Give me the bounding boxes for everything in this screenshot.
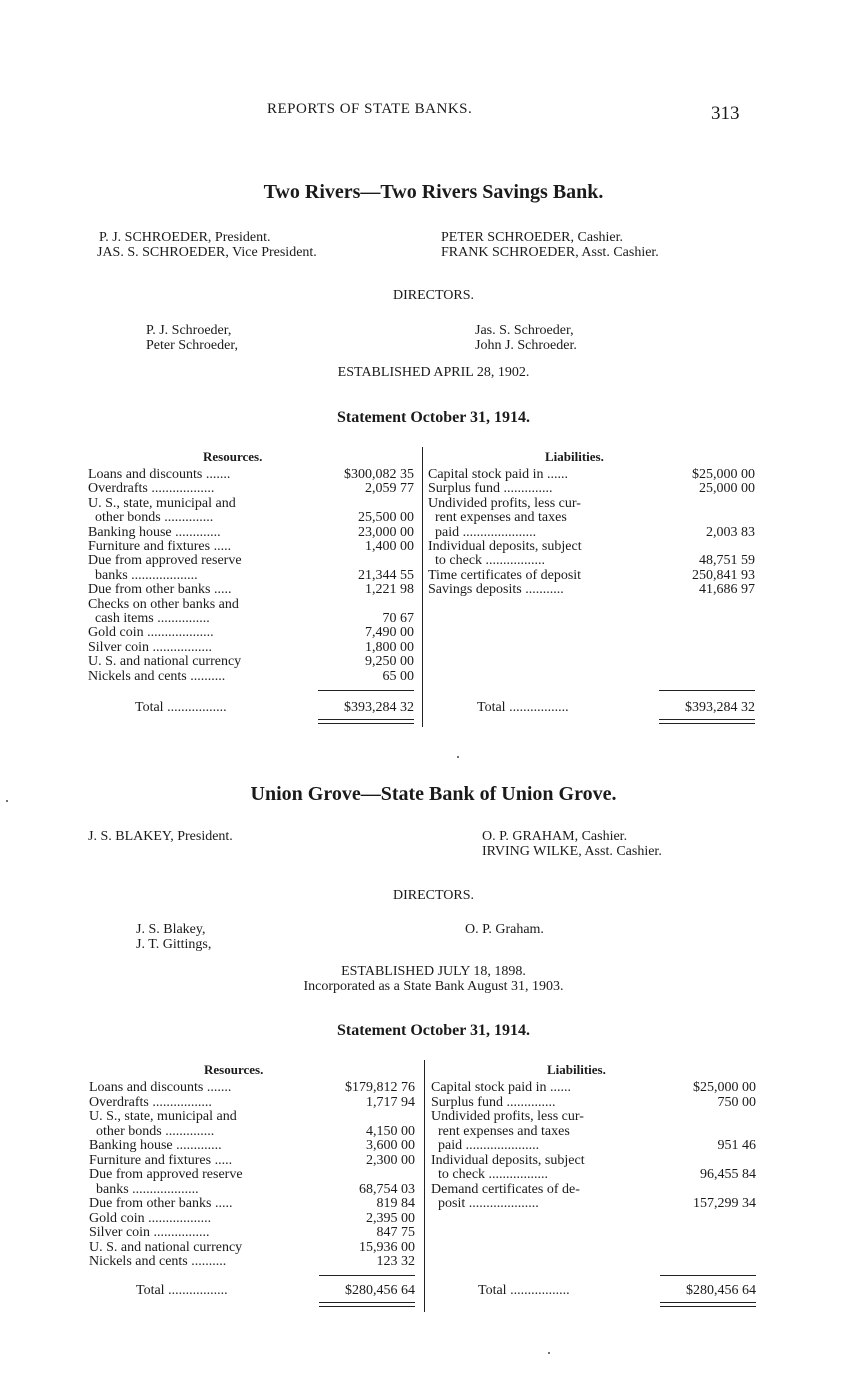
double-rule bbox=[660, 1302, 756, 1303]
total-rule bbox=[659, 690, 755, 691]
ledger-item-label: Gold coin .................. bbox=[89, 1210, 212, 1226]
officer-president: J. S. BLAKEY, President. bbox=[88, 829, 233, 844]
ledger-item-label: Surplus fund .............. bbox=[431, 1094, 556, 1110]
page-number: 313 bbox=[711, 103, 740, 124]
ledger-row bbox=[428, 583, 755, 597]
total-rule bbox=[319, 1275, 415, 1276]
ledger-item-amount: 1,221 98 bbox=[365, 582, 414, 598]
ledger-row bbox=[88, 540, 414, 554]
ledger-row bbox=[88, 641, 414, 655]
running-title: REPORTS OF STATE BANKS. bbox=[267, 101, 473, 117]
director: Jas. S. Schroeder, bbox=[475, 323, 574, 338]
ledger-row bbox=[89, 1241, 415, 1256]
ledger-item-label: rent expenses and taxes bbox=[431, 1123, 570, 1139]
ledger-item-amount: 250,841 93 bbox=[692, 567, 755, 583]
ledger-item-label: U. S. and national currency bbox=[89, 1239, 243, 1255]
ledger-row bbox=[89, 1255, 415, 1270]
print-speck bbox=[457, 756, 459, 758]
director: O. P. Graham. bbox=[465, 922, 544, 937]
ledger-item-amount: $25,000 00 bbox=[692, 467, 755, 482]
ledger-row bbox=[89, 1168, 415, 1183]
directors-heading: DIRECTORS. bbox=[392, 288, 475, 303]
ledger-row bbox=[431, 1154, 756, 1169]
double-rule bbox=[659, 723, 755, 724]
ledger-item-label: Surplus fund .............. bbox=[428, 481, 553, 497]
ledger-row bbox=[89, 1125, 415, 1140]
ledger-item-label: Banking house ............. bbox=[88, 524, 221, 540]
liabilities-total: $280,456 64 bbox=[686, 1283, 756, 1298]
total-label: Total ................. bbox=[135, 700, 227, 715]
ledger-row bbox=[428, 482, 755, 496]
liabilities-heading: Liabilities. bbox=[547, 1062, 606, 1077]
double-rule bbox=[319, 1306, 415, 1307]
double-rule bbox=[318, 719, 414, 720]
ledger-item-label: Savings deposits ........... bbox=[428, 582, 564, 598]
ledger-item-label: Due from other banks ..... bbox=[88, 582, 232, 598]
ledger-item-amount: 48,751 59 bbox=[699, 553, 755, 569]
ledger-item-amount: 15,936 00 bbox=[359, 1239, 415, 1255]
director: J. S. Blakey, bbox=[136, 922, 206, 937]
ledger-row bbox=[431, 1081, 756, 1096]
ledger-item-label: Due from approved reserve bbox=[89, 1167, 243, 1182]
established-date: ESTABLISHED JULY 18, 1898. bbox=[341, 964, 526, 979]
ledger-row bbox=[88, 569, 414, 583]
ledger-item-amount: $25,000 00 bbox=[693, 1080, 756, 1095]
ledger-item-amount: 4,150 00 bbox=[366, 1123, 415, 1139]
ledger-item-label: Loans and discounts ....... bbox=[88, 467, 231, 482]
ledger-row bbox=[88, 482, 414, 496]
total-label: Total ................. bbox=[477, 700, 569, 715]
ledger-item-label: banks ................... bbox=[88, 567, 198, 583]
ledger-row bbox=[89, 1212, 415, 1227]
resources-total: $280,456 64 bbox=[345, 1283, 415, 1298]
ledger-item-label: other bonds .............. bbox=[88, 510, 214, 526]
ledger-item-label: Banking house ............. bbox=[89, 1138, 222, 1153]
ledger-row bbox=[88, 655, 414, 669]
ledger-item-amount: 847 75 bbox=[376, 1225, 415, 1240]
ledger-item-label: Overdrafts ................. bbox=[89, 1094, 212, 1110]
ledger-item-label: Silver coin ................. bbox=[88, 639, 213, 655]
ledger-item-amount: 2,395 00 bbox=[366, 1210, 415, 1226]
ledger-row bbox=[88, 612, 414, 626]
ledger-item-label: U. S., state, municipal and bbox=[88, 495, 236, 511]
ledger-item-label: Silver coin ................ bbox=[89, 1225, 210, 1240]
ledger-item-label: Furniture and fixtures ..... bbox=[88, 539, 232, 554]
ledger-row bbox=[431, 1110, 756, 1125]
director: P. J. Schroeder, bbox=[146, 323, 232, 338]
ledger-item-amount: $179,812 76 bbox=[345, 1080, 415, 1095]
ledger-row bbox=[89, 1139, 415, 1154]
ledger-item-label: Overdrafts .................. bbox=[88, 481, 215, 497]
total-label: Total ................. bbox=[478, 1283, 570, 1298]
column-divider bbox=[422, 447, 423, 727]
ledger-row bbox=[88, 497, 414, 511]
ledger-row bbox=[89, 1183, 415, 1198]
total-label: Total ................. bbox=[136, 1283, 228, 1298]
ledger-row bbox=[428, 497, 755, 511]
ledger-row bbox=[89, 1096, 415, 1111]
double-rule bbox=[319, 1302, 415, 1303]
ledger-item-amount: 1,717 94 bbox=[366, 1094, 415, 1110]
incorporated-date: Incorporated as a State Bank August 31, 1903. bbox=[303, 979, 564, 994]
ledger-item-amount: 1,400 00 bbox=[365, 539, 414, 554]
ledger-item-label: Due from approved reserve bbox=[88, 553, 242, 569]
statement-heading: Statement October 31, 1914. bbox=[337, 409, 530, 426]
liabilities-total: $393,284 32 bbox=[685, 700, 755, 715]
ledger-row bbox=[88, 468, 414, 482]
ledger-item-amount: 951 46 bbox=[717, 1138, 756, 1153]
ledger-item-amount: 23,000 00 bbox=[358, 524, 414, 540]
ledger-row bbox=[89, 1110, 415, 1125]
ledger-item-amount: 2,300 00 bbox=[366, 1152, 415, 1168]
ledger-row bbox=[88, 670, 414, 684]
ledger-row bbox=[88, 526, 414, 540]
ledger-item-amount: 2,059 77 bbox=[365, 481, 414, 497]
director: Peter Schroeder, bbox=[146, 338, 238, 353]
ledger-row bbox=[431, 1096, 756, 1111]
ledger-item-amount: 68,754 03 bbox=[359, 1181, 415, 1197]
print-speck bbox=[6, 800, 8, 802]
ledger-row bbox=[428, 554, 755, 568]
double-rule bbox=[318, 723, 414, 724]
liabilities-heading: Liabilities. bbox=[545, 449, 604, 464]
bank-title: Two Rivers—Two Rivers Savings Bank. bbox=[263, 181, 604, 203]
ledger-row bbox=[428, 569, 755, 583]
ledger-row bbox=[431, 1125, 756, 1140]
ledger-item-label: U. S. and national currency bbox=[88, 654, 242, 670]
ledger-row bbox=[89, 1154, 415, 1169]
ledger-item-label: Gold coin ................... bbox=[88, 625, 214, 641]
ledger-row bbox=[89, 1226, 415, 1241]
ledger-item-label: Individual deposits, subject bbox=[428, 539, 582, 554]
ledger-row bbox=[431, 1139, 756, 1154]
ledger-row bbox=[428, 468, 755, 482]
ledger-item-amount: 123 32 bbox=[376, 1254, 415, 1269]
ledger-row bbox=[428, 526, 755, 540]
officer-asst-cashier: FRANK SCHROEDER, Asst. Cashier. bbox=[441, 245, 659, 260]
double-rule bbox=[659, 719, 755, 720]
ledger-item-label: Capital stock paid in ...... bbox=[431, 1080, 571, 1095]
ledger-item-amount: 9,250 00 bbox=[365, 654, 414, 670]
ledger-item-label: cash items ............... bbox=[88, 611, 210, 626]
ledger-item-amount: 157,299 34 bbox=[693, 1196, 756, 1211]
ledger-item-amount: 819 84 bbox=[376, 1196, 415, 1211]
resources-total: $393,284 32 bbox=[344, 700, 414, 715]
ledger-item-amount: 7,490 00 bbox=[365, 625, 414, 641]
ledger-row bbox=[88, 511, 414, 525]
ledger-item-label: Demand certificates of de- bbox=[431, 1181, 580, 1197]
ledger-item-label: Capital stock paid in ...... bbox=[428, 467, 568, 482]
ledger-item-amount: 1,800 00 bbox=[365, 639, 414, 655]
ledger-item-amount: $300,082 35 bbox=[344, 467, 414, 482]
officer-vice-president: JAS. S. SCHROEDER, Vice President. bbox=[97, 245, 317, 260]
ledger-row bbox=[89, 1081, 415, 1096]
ledger-item-label: posit .................... bbox=[431, 1196, 539, 1211]
total-rule bbox=[318, 690, 414, 691]
established-date: ESTABLISHED APRIL 28, 1902. bbox=[337, 365, 530, 380]
ledger-row bbox=[428, 540, 755, 554]
ledger-item-label: Time certificates of deposit bbox=[428, 567, 582, 583]
ledger-item-label: Due from other banks ..... bbox=[89, 1196, 233, 1211]
ledger-row bbox=[428, 511, 755, 525]
ledger-row bbox=[88, 583, 414, 597]
ledger-row bbox=[88, 554, 414, 568]
ledger-item-label: U. S., state, municipal and bbox=[89, 1109, 237, 1124]
directors-heading: DIRECTORS. bbox=[392, 888, 475, 903]
ledger-item-amount: 750 00 bbox=[717, 1094, 756, 1110]
ledger-item-label: to check ................. bbox=[431, 1167, 549, 1182]
ledger-item-label: paid ..................... bbox=[431, 1138, 540, 1153]
double-rule bbox=[660, 1306, 756, 1307]
ledger-row bbox=[431, 1168, 756, 1183]
ledger-item-label: Checks on other banks and bbox=[88, 596, 239, 612]
ledger-row bbox=[88, 598, 414, 612]
officer-cashier: PETER SCHROEDER, Cashier. bbox=[441, 230, 624, 245]
ledger-row bbox=[431, 1183, 756, 1198]
ledger-item-amount: 65 00 bbox=[382, 668, 414, 684]
officer-cashier: O. P. GRAHAM, Cashier. bbox=[482, 829, 628, 844]
ledger-item-amount: 2,003 83 bbox=[706, 524, 755, 540]
ledger-row bbox=[89, 1197, 415, 1212]
ledger-item-amount: 41,686 97 bbox=[699, 582, 755, 598]
ledger-row bbox=[431, 1197, 756, 1212]
resources-heading: Resources. bbox=[203, 449, 263, 464]
director: John J. Schroeder. bbox=[475, 338, 577, 353]
ledger-item-label: Nickels and cents .......... bbox=[89, 1254, 227, 1269]
ledger-item-amount: 25,500 00 bbox=[358, 510, 414, 526]
ledger-item-amount: 70 67 bbox=[382, 611, 414, 626]
ledger-item-label: Undivided profits, less cur- bbox=[428, 495, 581, 511]
ledger-item-amount: 96,455 84 bbox=[700, 1167, 756, 1182]
bank-title: Union Grove—State Bank of Union Grove. bbox=[250, 783, 617, 805]
ledger-item-label: paid ..................... bbox=[428, 524, 537, 540]
ledger-item-label: to check ................. bbox=[428, 553, 546, 569]
ledger-item-label: Furniture and fixtures ..... bbox=[89, 1152, 233, 1168]
ledger-row bbox=[88, 626, 414, 640]
column-divider bbox=[424, 1060, 425, 1312]
resources-heading: Resources. bbox=[204, 1062, 264, 1077]
ledger-item-label: other bonds .............. bbox=[89, 1123, 215, 1139]
ledger-item-amount: 3,600 00 bbox=[366, 1138, 415, 1153]
ledger-item-label: Loans and discounts ....... bbox=[89, 1080, 232, 1095]
total-rule bbox=[660, 1275, 756, 1276]
ledger-item-amount: 21,344 55 bbox=[358, 567, 414, 583]
officer-president: P. J. SCHROEDER, President. bbox=[99, 230, 271, 245]
director: J. T. Gittings, bbox=[136, 937, 212, 952]
statement-heading: Statement October 31, 1914. bbox=[337, 1022, 530, 1039]
print-speck bbox=[548, 1352, 550, 1354]
officer-asst-cashier: IRVING WILKE, Asst. Cashier. bbox=[482, 844, 662, 859]
ledger-item-label: Nickels and cents .......... bbox=[88, 668, 226, 684]
ledger-item-label: Individual deposits, subject bbox=[431, 1152, 585, 1168]
ledger-item-amount: 25,000 00 bbox=[699, 481, 755, 497]
ledger-item-label: Undivided profits, less cur- bbox=[431, 1109, 584, 1124]
ledger-item-label: banks ................... bbox=[89, 1181, 199, 1197]
ledger-item-label: rent expenses and taxes bbox=[428, 510, 567, 526]
